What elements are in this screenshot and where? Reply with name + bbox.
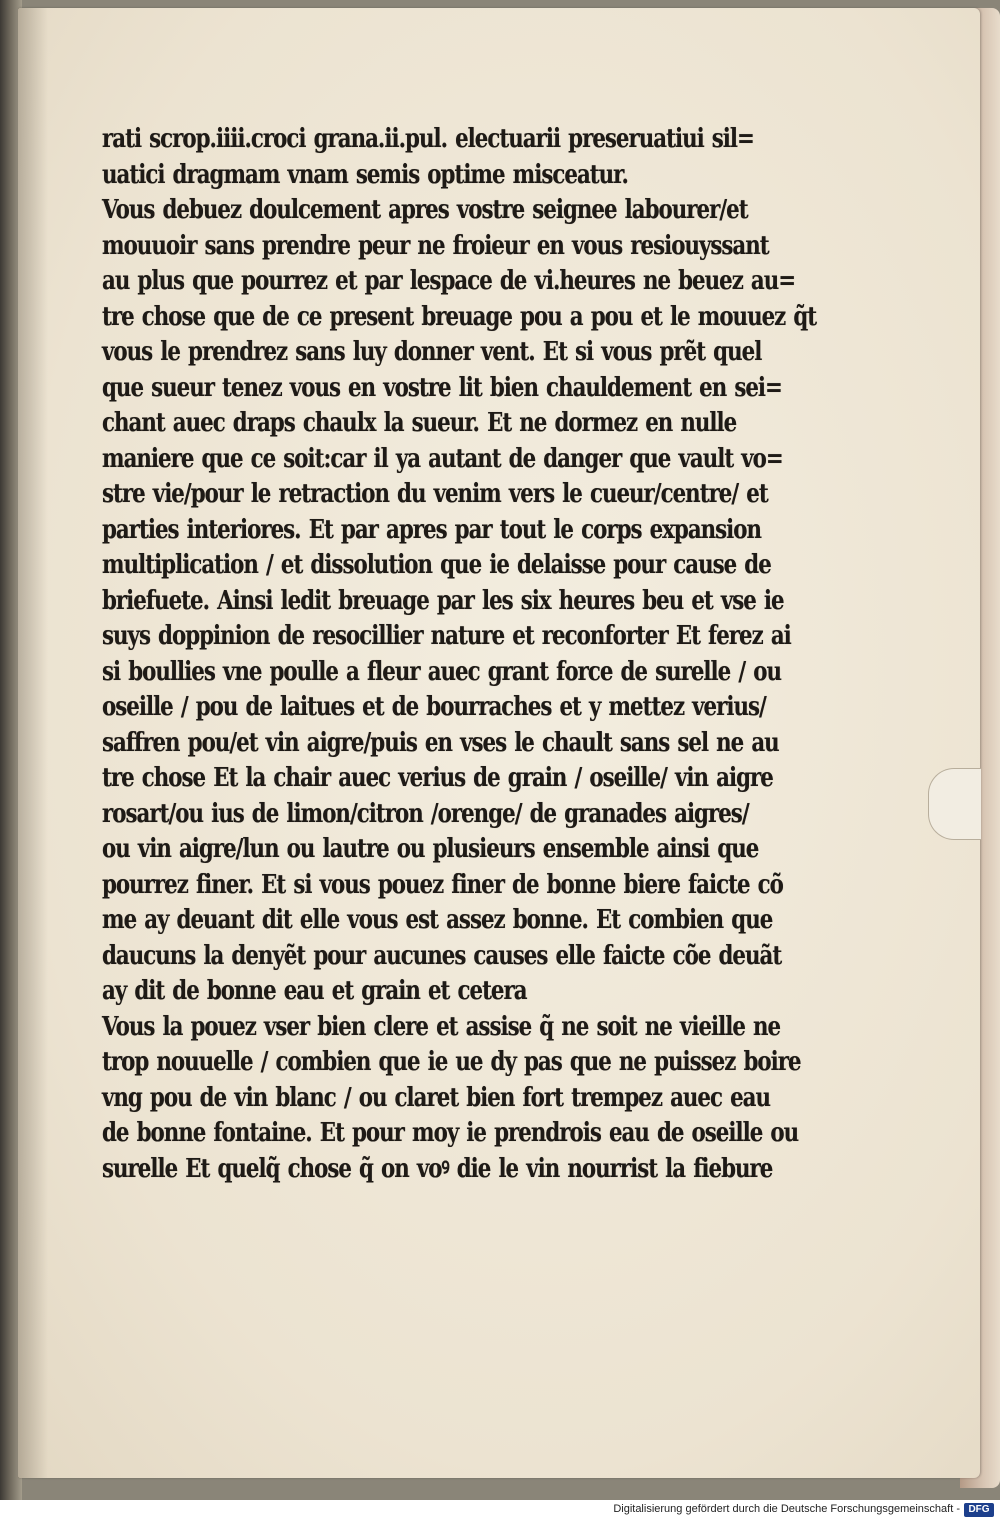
text-line: Vous la pouez vser bien clere et assise q̃ ne soit ne vieille ne [102, 1011, 781, 1042]
funding-credit: Digitalisierung gefördert durch die Deutsche Forschungsgemeinschaft - [613, 1503, 960, 1515]
text-line: vous le prendrez sans luy donner vent. Et si vous prẽt quel [102, 337, 762, 367]
text-line: ay dit de bonne eau et grain et cetera [102, 976, 527, 1006]
text-line: tre chose que de ce present breuage pou a pou et le mouuez q̃t [102, 301, 817, 332]
text-line: trop nouuelle / combien que ie ue dy pas que ne puissez boire [102, 1047, 801, 1077]
footer-bar [0, 1500, 1000, 1521]
page-clip-tab [928, 768, 981, 840]
text-line: tre chose Et la chair auec verius de grain / oseille/ vin aigre [102, 763, 773, 793]
text-line: saffren pou/et vin aigre/puis en vses le chault sans sel ne au [102, 727, 779, 758]
text-line: stre vie/pour le retraction du venim vers le cueur/centre/ et [102, 479, 768, 509]
text-line: ou vin aigre/lun ou lautre ou plusieurs ensemble ainsi que [102, 834, 759, 864]
gutter-shadow [18, 8, 48, 1478]
text-line: me ay deuant dit elle vous est assez bonne. Et combien que [102, 905, 773, 935]
text-line: briefuete. Ainsi ledit breuage par les six heures beu et vse ie [102, 585, 784, 616]
text-line: que sueur tenez vous en vostre lit bien chauldement en sei= [102, 372, 782, 403]
page-text [102, 122, 832, 1187]
text-line: parties interiores. Et par apres par tout le corps expansion [102, 514, 762, 545]
text-line: pourrez finer. Et si vous pouez finer de bonne biere faicte cõ [102, 869, 783, 900]
text-line: de bonne fontaine. Et pour moy ie prendrois eau de oseille ou [102, 1118, 799, 1148]
text-line: oseille / pou de laitues et de bourraches et y mettez verius/ [102, 692, 766, 722]
text-line: mouuoir sans prendre peur ne froieur en vous resiouyssant [102, 230, 769, 261]
text-line: vng pou de vin blanc / ou claret bien fort trempez auec eau [102, 1082, 771, 1113]
text-line: chant auec draps chaulx la sueur. Et ne dormez en nulle [102, 408, 737, 438]
text-line: rosart/ou ius de limon/citron /orenge/ de granades aigres/ [102, 798, 749, 829]
text-line: daucuns la denyẽt pour aucunes causes elle faicte cõe deuãt [102, 940, 782, 971]
text-line: suys doppinion de resocillier nature et reconforter Et ferez ai [102, 621, 791, 651]
text-line: surelle Et quelq̃ chose q̃ on voꝰ die le vin nourrist la fiebure [102, 1153, 773, 1184]
text-line: rati scrop.iiii.croci grana.ii.pul. electuarii preseruatiui sil= [102, 124, 754, 154]
text-line: au plus que pourrez et par lespace de vi.heures ne beuez au= [102, 266, 796, 296]
text-line: uatici dragmam vnam semis optime misceatur. [102, 159, 628, 190]
text-line: si boullies vne poulle a fleur auec grant force de surelle / ou [102, 656, 781, 687]
dfg-logo: DFG [964, 1503, 994, 1517]
text-line: multiplication / et dissolution que ie delaisse pour cause de [102, 550, 771, 580]
text-line: Vous debuez doulcement apres vostre seignee labourer/et [102, 195, 748, 225]
text-line: maniere que ce soit:car il ya autant de danger que vault vo= [102, 443, 783, 474]
